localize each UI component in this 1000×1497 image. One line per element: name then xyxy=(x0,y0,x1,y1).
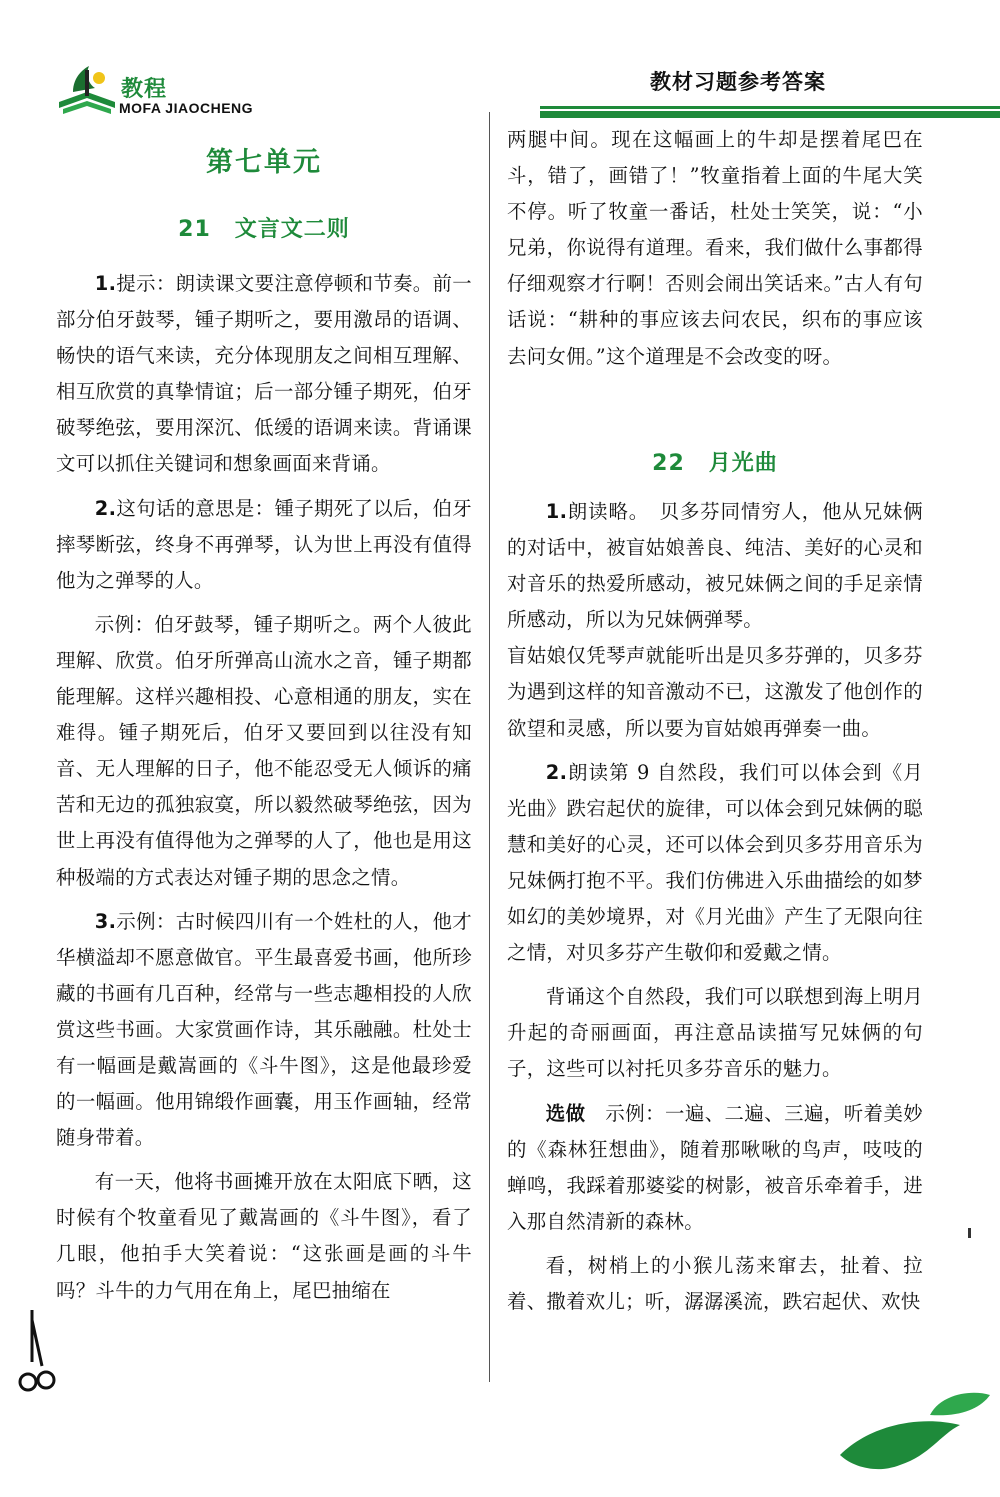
lesson-21-body xyxy=(56,266,472,1309)
logo-en-text: MOFA JIAOCHENG xyxy=(119,100,254,116)
lesson-22-title xyxy=(507,446,923,477)
lesson-22-number: 22 xyxy=(652,451,685,476)
lesson-21-name: 文言文二则 xyxy=(234,217,350,242)
lesson-21-example-1: 示例：伯牙鼓琴，锺子期听之。两个人彼此理解、欣赏。伯牙所弹高山流水之音，锺子期都能理解。这样兴趣相投、心意相通的朋友，实在难得。锺子期死后，伯牙又要回到以往没有知音、无人理解的日子，他不能忍受无人倾诉的痛苦和无边的孤独寂寞，所以毅然破琴绝弦，因为世上再没有值得他为之弹琴的人了，他也是用这种极端的方式表达对锺子期的思念之情。 xyxy=(56,612,472,889)
answer-2-tag: 2. xyxy=(94,496,117,520)
logo-cn-text: 教程 xyxy=(121,77,168,102)
lesson-22-optional-cont: 看，树梢上的小猴儿荡来窜去，扯着、拉着、撒着欢儿；听，潺潺溪流，跌宕起伏、欢快 xyxy=(507,1253,923,1313)
header-green-rule xyxy=(540,104,1000,120)
header-title: 教材习题参考答案 xyxy=(650,70,826,94)
margin-mark xyxy=(968,1228,971,1238)
answer-3-tag: 3. xyxy=(94,909,117,933)
lesson-21-number: 21 xyxy=(178,217,211,242)
answer-2-text: 这句话的意思是：锺子期死了以后，伯牙摔琴断弦，终身不再弹琴，认为世上再没有值得他为之弹琴的人。 xyxy=(56,496,472,592)
page-number: 287 xyxy=(870,1414,892,1429)
lesson-21-answer-3 xyxy=(56,904,472,1157)
lesson-22-answer-2 xyxy=(507,755,923,972)
scissors-icon xyxy=(18,1310,58,1400)
lesson-21-title xyxy=(56,212,472,243)
book-logo-icon xyxy=(55,62,119,118)
l22-answer-2-tag: 2. xyxy=(545,760,568,784)
lesson-21-story-end: 两腿中间。现在这幅画上的牛却是摆着尾巴在斗，错了，画错了！”牧童指着上面的牛尾大笑不停。听了牧童一番话，杜处士笑笑，说：“小兄弟，你说得有道理。看来，我们做什么事都得仔细观察才行啊！否则会闹出笑话来。”古人有句话说：“耕种的事应该去问农民，织布的事应该去问女佣。”这个道理是不会改变的呀。 xyxy=(507,128,923,368)
lesson-21-story-continued: 有一天，他将书画摊开放在太阳底下晒，这时候有个牧童看见了戴嵩画的《斗牛图》，看了几眼，他拍手大笑着说：“这张画是画的斗牛吗？斗牛的力气用在角上，尾巴抽缩在 xyxy=(56,1170,472,1302)
answer-1-text: 提示：朗读课文要注意停顿和节奏。前一部分伯牙鼓琴，锺子期听之，要用激昂的语调、畅快的语气来读，充分体现朋友之间相互理解、相互欣赏的真挚情谊；后一部分锺子期死，伯牙破琴绝弦，要用深沉、低缓的语调来读。背诵课文可以抓住关键词和想象画面来背诵。 xyxy=(56,272,472,476)
optional-text: 示例：一遍、二遍、三遍，听着美妙的《森林狂想曲》，随着那啾啾的鸟声，吱吱的蝉鸣，我踩着那婆娑的树影，被音乐牵着手，进入那自然清新的森林。 xyxy=(507,1101,923,1233)
brand-logo xyxy=(55,62,285,122)
lesson-21-body-continued xyxy=(507,122,923,375)
unit-title: 第七单元 xyxy=(206,147,322,178)
column-divider xyxy=(489,112,490,1382)
l22-answer-1-tag: 1. xyxy=(545,500,568,523)
lesson-22-optional xyxy=(507,1096,923,1240)
lesson-22-recite: 背诵这个自然段，我们可以联想到海上明月升起的奇丽画面，再注意品读描写兄妹俩的句子，这些可以衬托贝多芬音乐的魅力。 xyxy=(507,985,923,1081)
lesson-22-answer-1-cont: 盲姑娘仅凭琴声就能听出是贝多芬弹的，贝多芬为遇到这样的知音激动不已，这激发了他创作的欲望和灵感，所以要为盲姑娘再弹奏一曲。 xyxy=(507,644,923,740)
lesson-22-body xyxy=(507,494,923,1320)
lesson-22-name: 月光曲 xyxy=(708,451,778,476)
optional-tag: 选做 xyxy=(545,1101,586,1125)
lesson-21-answer-2 xyxy=(56,491,472,599)
lesson-21-answer-1 xyxy=(56,266,472,483)
lesson-22-answer-1 xyxy=(507,494,923,638)
l22-answer-2-text: 朗读第 9 自然段，我们可以体会到《月光曲》跌宕起伏的旋律，可以体会到兄妹俩的聪慧和美好的心灵，还可以体会到贝多芬用音乐为兄妹俩打抱不平。我们仿佛进入乐曲描绘的如梦如幻的美妙境界，对《月光曲》产生了无限向往之情，对贝多芬产生敬仰和爱戴之情。 xyxy=(507,760,923,965)
answer-3-text: 示例：古时候四川有一个姓杜的人，他才华横溢却不愿意做官。平生最喜爱书画，他所珍藏的书画有几百种，经常与一些志趣相投的人欣赏这些书画。大家赏画作诗，其乐融融。杜处士有一幅画是戴嵩画的《斗牛图》，这是他最珍爱的一幅画。他用锦缎作画囊，用玉作画轴，经常随身带着。 xyxy=(56,909,472,1150)
page-corner-leaf-icon xyxy=(830,1385,1000,1497)
l22-answer-1-text: 朗读略。 贝多芬同情穷人，他从兄妹俩的对话中，被盲姑娘善良、纯洁、美好的心灵和对音乐的热爱所感动，被兄妹俩之间的手足亲情所感动，所以为兄妹俩弹琴。 xyxy=(507,500,923,632)
answer-1-tag: 1. xyxy=(94,272,117,295)
